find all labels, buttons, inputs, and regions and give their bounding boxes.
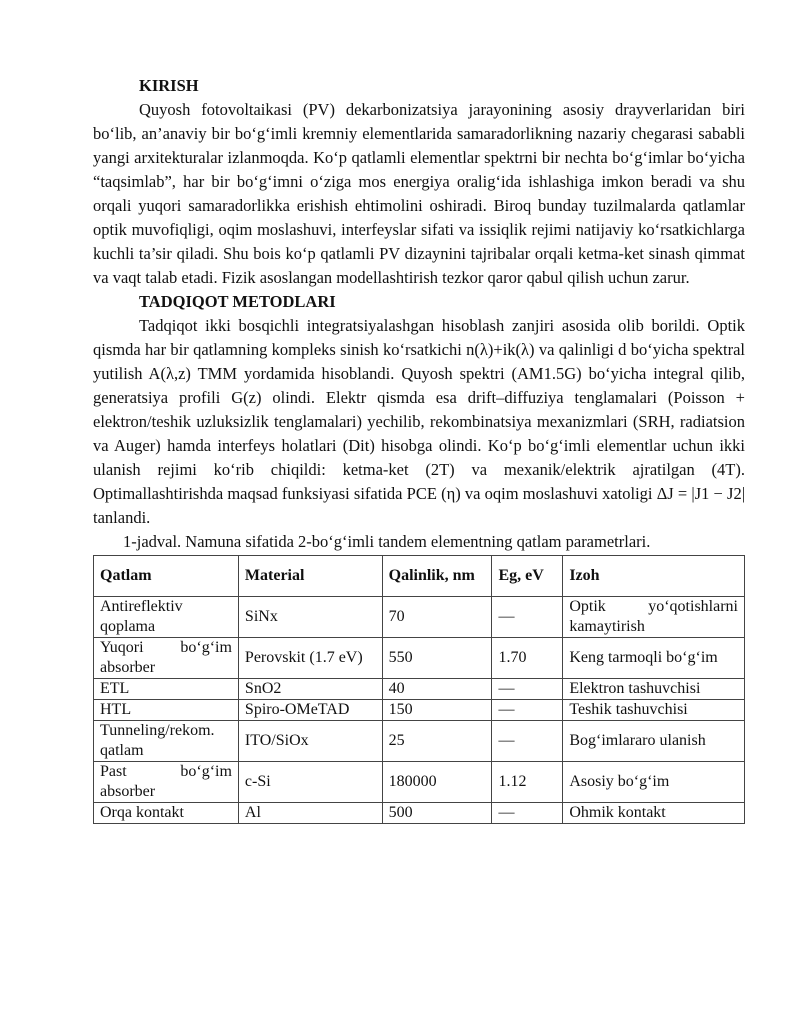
cell-material: c-Si [238,762,382,803]
table-row [94,597,745,638]
cell-bandgap: 1.70 [492,638,563,679]
header-cell-thickness: Qalinlik, nm [382,556,492,597]
table-row [94,721,745,762]
methods-heading: TADQIQOT METODLARI [139,292,336,311]
cell-thickness: 25 [382,721,492,762]
cell-thickness: 40 [382,679,492,700]
cell-note: Asosiy bo‘g‘im [563,762,745,803]
table-caption: 1-jadval. Namuna sifatida 2-bo‘g‘imli tandem elementning qatlam parametrlari. [123,532,651,551]
cell-thickness: 500 [382,803,492,824]
layer-parameters-table [93,555,745,824]
methods-paragraph: Tadqiqot ikki bosqichli integratsiyalashgan hisoblash zanjiri asosida olib borildi. Optik qismda har bir qatlamning kompleks sinish ko‘rsatkichi n(λ)+ik(λ) va qalinligi d bo‘yicha spektral yutilish A(λ,z) TMM yordamida hisoblandi. Quyosh spektri (AM1.5G) bo‘yicha integral qilib, generatsiya profili G(z) olindi. Elektr qismda esa drift–diffuziya tenglamalari (Poisson + elektron/teshik uzluksizlik tenglamalari) yechilib, rekombinatsiya mexanizmlari (SRH, radiatsion va Auger) hamda interfeys holatlari (Dit) hisobga olindi. Ko‘p bo‘g‘imli elementlar uchun ikki ulanish rejimi ko‘rib chiqildi: ketma-ket (2T) va mexanik/elektrik ajratilgan (4T). Optimallashtirishda maqsad funksiyasi sifatida PCE (η) va oqim moslashuvi xatoligi ΔJ = |J1 − J2| tanlandi. [93,316,745,527]
cell-bandgap: — [492,597,563,638]
intro-paragraph: Quyosh fotovoltaikasi (PV) dekarbonizatsiya jarayonining asosiy drayverlaridan biri bo‘lib, an’anaviy bir bo‘g‘imli kremniy elementlarida samaradorlikning nazariy chegarasi sababli yangi arxitekturalar izlanmoqda. Ko‘p qatlamli elementlar spektrni bir nechta bo‘g‘imlar bo‘yicha “taqsimlab”, har bir bo‘g‘imni o‘ziga mos energiya oralig‘ida ishlashiga imkon beradi va shu orqali yuqori samaradorlikka erishish ehtimolini oshiradi. Biroq bunday tuzilmalarda qatlamlar optik muvofiqligi, oqim moslashuvi, interfeyslar sifati va issiqlik rejimi natijaviy ko‘rsatkichlarga kuchli ta’sir qiladi. Shu bois ko‘p qatlamli PV dizaynini tajribalar orqali ketma-ket sinash qimmat va vaqt talab etadi. Fizik asoslangan modellashtirish tezkor qaror qabul qilish uchun zarur. [93,100,745,287]
cell-layer: Tunneling/rekom. qatlam [94,721,239,762]
cell-note: Ohmik kontakt [563,803,745,824]
cell-material: SnO2 [238,679,382,700]
header-cell-bandgap: Eg, eV [492,556,563,597]
cell-note: Keng tarmoqli bo‘g‘im [563,638,745,679]
intro-heading: KIRISH [139,76,199,95]
cell-bandgap: — [492,679,563,700]
cell-layer: Past bo‘g‘im absorber [94,762,239,803]
cell-note: Teshik tashuvchisi [563,700,745,721]
cell-thickness: 70 [382,597,492,638]
cell-material: SiNx [238,597,382,638]
cell-note: Optik yo‘qotishlarni kamaytirish [563,597,745,638]
cell-note: Bog‘imlararo ulanish [563,721,745,762]
header-cell-note: Izoh [563,556,745,597]
cell-layer: ETL [94,679,239,700]
cell-bandgap: — [492,700,563,721]
table-row [94,700,745,721]
cell-bandgap: 1.12 [492,762,563,803]
cell-layer: Yuqori bo‘g‘im absorber [94,638,239,679]
cell-layer: Orqa kontakt [94,803,239,824]
cell-layer: Antireflektiv qoplama [94,597,239,638]
document-page [93,74,745,824]
cell-bandgap: — [492,803,563,824]
header-cell-layer: Qatlam [94,556,239,597]
table-row [94,638,745,679]
cell-note: Elektron tashuvchisi [563,679,745,700]
table-row [94,803,745,824]
table-row [94,679,745,700]
cell-thickness: 180000 [382,762,492,803]
header-cell-material: Material [238,556,382,597]
table-header-row [94,556,745,597]
cell-material: Perovskit (1.7 eV) [238,638,382,679]
cell-material: ITO/SiOx [238,721,382,762]
cell-thickness: 550 [382,638,492,679]
cell-material: Spiro-OMeTAD [238,700,382,721]
cell-layer: HTL [94,700,239,721]
cell-bandgap: — [492,721,563,762]
cell-material: Al [238,803,382,824]
table-row [94,762,745,803]
cell-thickness: 150 [382,700,492,721]
